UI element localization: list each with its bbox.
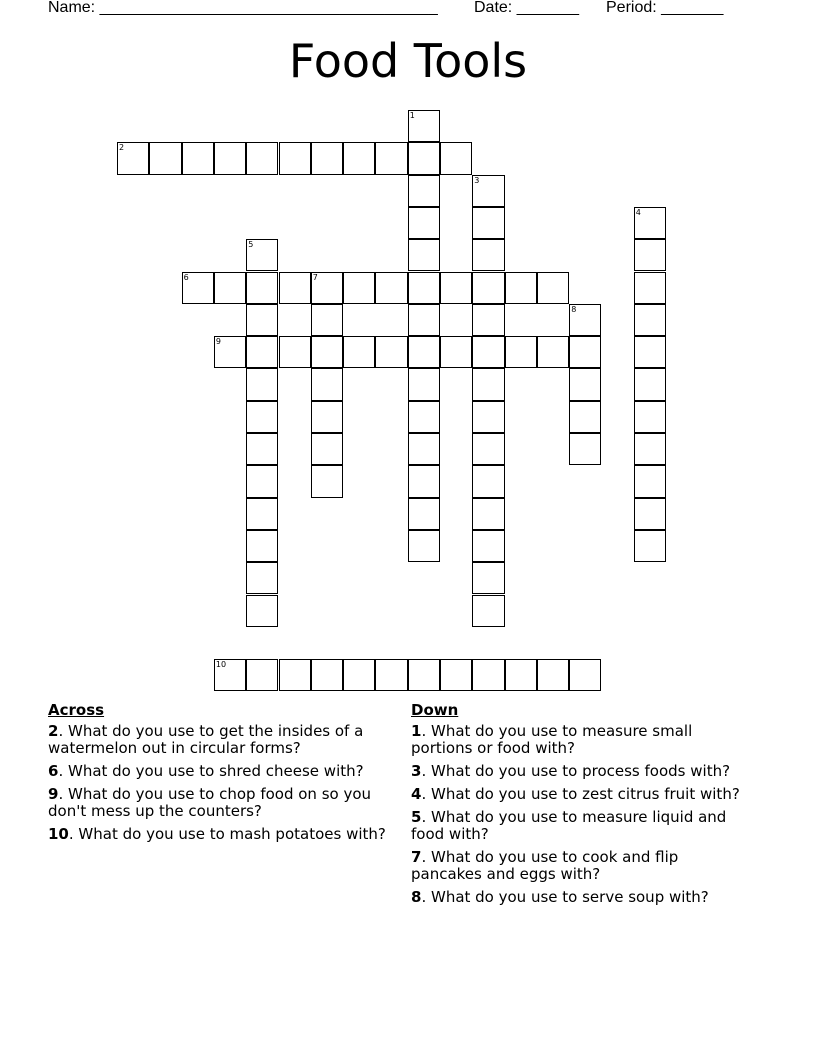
clue-number: 6 [48, 762, 59, 780]
grid-cell[interactable] [311, 465, 343, 497]
grid-cell[interactable] [569, 401, 601, 433]
grid-cell[interactable] [505, 272, 537, 304]
across-clues [48, 702, 388, 849]
grid-cell[interactable] [634, 368, 666, 400]
grid-cell[interactable] [408, 368, 440, 400]
grid-cell[interactable] [634, 401, 666, 433]
grid-cell[interactable] [343, 272, 375, 304]
grid-cell[interactable] [408, 110, 440, 142]
grid-cell[interactable] [505, 336, 537, 368]
grid-cell[interactable] [408, 498, 440, 530]
down-clue: 5. What do you use to measure liquid and food with? [411, 808, 727, 843]
clue-number: 10 [215, 660, 227, 670]
grid-cell[interactable] [472, 433, 504, 465]
grid-cell[interactable] [279, 142, 311, 174]
grid-cell[interactable] [311, 401, 343, 433]
down-clue: 4. What do you use to zest citrus fruit with? [411, 785, 740, 803]
grid-cell[interactable] [472, 659, 504, 691]
clue-number: 7 [312, 272, 318, 282]
grid-cell[interactable] [214, 659, 246, 691]
clue-number: 2 [48, 722, 59, 740]
grid-cell[interactable] [472, 336, 504, 368]
grid-cell[interactable] [472, 239, 504, 271]
clue-text: What do you use to serve soup with? [430, 888, 709, 906]
clue-number: 4 [635, 207, 641, 217]
grid-cell[interactable] [408, 401, 440, 433]
grid-cell[interactable] [343, 336, 375, 368]
grid-cell[interactable] [634, 207, 666, 239]
clue-number: 9 [215, 337, 221, 347]
clue-number: 5 [411, 808, 422, 826]
grid-cell[interactable] [408, 142, 440, 174]
grid-cell[interactable] [408, 304, 440, 336]
across-heading: Across [48, 701, 105, 719]
clue-number: 8 [571, 304, 577, 314]
grid-cell[interactable] [440, 336, 472, 368]
grid-cell[interactable] [408, 175, 440, 207]
grid-cell[interactable] [505, 659, 537, 691]
grid-cell[interactable] [246, 595, 278, 627]
clue-text: What do you use to measure liquid and food with? [411, 808, 727, 843]
grid-cell[interactable] [472, 207, 504, 239]
grid-cell[interactable] [311, 272, 343, 304]
down-heading: Down [411, 701, 459, 719]
grid-cell[interactable] [440, 272, 472, 304]
clue-number: 6 [183, 272, 189, 282]
grid-cell[interactable] [246, 304, 278, 336]
grid-cell[interactable] [634, 530, 666, 562]
clue-text: What do you use to cook and flip pancakes and eggs with? [411, 848, 679, 883]
clue-text: What do you use to get the insides of a watermelon out in circular forms? [48, 722, 364, 757]
grid-cell[interactable] [182, 142, 214, 174]
grid-cell[interactable] [246, 498, 278, 530]
grid-cell[interactable] [634, 465, 666, 497]
grid-cell[interactable] [214, 272, 246, 304]
grid-cell[interactable] [408, 272, 440, 304]
grid-cell[interactable] [408, 433, 440, 465]
grid-cell[interactable] [311, 433, 343, 465]
grid-cell[interactable] [634, 239, 666, 271]
clue-number: 9 [48, 785, 59, 803]
clue-text: What do you use to process foods with? [430, 762, 731, 780]
clue-number: 3 [474, 175, 480, 185]
grid-cell[interactable] [311, 336, 343, 368]
grid-cell[interactable] [279, 336, 311, 368]
grid-cell[interactable] [569, 304, 601, 336]
clue-number: 3 [411, 762, 422, 780]
clue-text: What do you use to chop food on so you don't mess up the counters? [48, 785, 372, 820]
grid-cell[interactable] [408, 207, 440, 239]
grid-cell[interactable] [246, 142, 278, 174]
clue-text: What do you use to zest citrus fruit with? [430, 785, 740, 803]
grid-cell[interactable] [246, 368, 278, 400]
grid-cell[interactable] [408, 659, 440, 691]
grid-cell[interactable] [375, 142, 407, 174]
down-clue: 8. What do you use to serve soup with? [411, 888, 709, 906]
clue-text: What do you use to shred cheese with? [67, 762, 364, 780]
clue-number: 4 [411, 785, 422, 803]
grid-cell[interactable] [634, 498, 666, 530]
grid-cell[interactable] [246, 465, 278, 497]
grid-cell[interactable] [569, 336, 601, 368]
grid-cell[interactable] [311, 368, 343, 400]
clue-number: 1 [409, 111, 415, 120]
grid-cell[interactable] [117, 142, 149, 174]
clue-number: 7 [411, 848, 422, 866]
grid-cell[interactable] [214, 336, 246, 368]
page-title: Food Tools [288, 34, 528, 88]
grid-cell[interactable] [537, 659, 569, 691]
clue-number: 2 [119, 143, 125, 153]
grid-cell[interactable] [311, 659, 343, 691]
down-clue: 1. What do you use to measure small portions or food with? [411, 722, 693, 757]
grid-cell[interactable] [472, 272, 504, 304]
grid-cell[interactable] [472, 304, 504, 336]
grid-cell[interactable] [246, 239, 278, 271]
grid-cell[interactable] [246, 272, 278, 304]
grid-cell[interactable] [246, 433, 278, 465]
grid-cell[interactable] [634, 433, 666, 465]
period-field[interactable]: Period: _______ [606, 0, 724, 16]
grid-cell[interactable] [214, 142, 246, 174]
grid-cell[interactable] [246, 530, 278, 562]
grid-cell[interactable] [537, 336, 569, 368]
grid-cell[interactable] [634, 336, 666, 368]
grid-cell[interactable] [279, 659, 311, 691]
clue-text: What do you use to mash potatoes with? [78, 825, 386, 843]
down-clues [411, 702, 751, 912]
grid-cell[interactable] [375, 272, 407, 304]
grid-cell[interactable] [343, 142, 375, 174]
down-clue: 7. What do you use to cook and flip pancakes and eggs with? [411, 848, 679, 883]
clue-number: 8 [411, 888, 422, 906]
grid-cell[interactable] [472, 562, 504, 594]
worksheet-header [0, 0, 816, 22]
across-clue: 10. What do you use to mash potatoes with? [48, 825, 386, 843]
grid-cell[interactable] [472, 530, 504, 562]
grid-cell[interactable] [246, 659, 278, 691]
clue-number: 5 [248, 240, 254, 250]
grid-cell[interactable] [472, 595, 504, 627]
grid-cell[interactable] [537, 272, 569, 304]
across-clue: 2. What do you use to get the insides of a watermelon out in circular forms? [48, 722, 364, 757]
grid-cell[interactable] [375, 336, 407, 368]
grid-cell[interactable] [472, 401, 504, 433]
grid-cell[interactable] [246, 562, 278, 594]
grid-cell[interactable] [569, 659, 601, 691]
grid-cell[interactable] [634, 304, 666, 336]
grid-cell[interactable] [440, 142, 472, 174]
down-clue: 3. What do you use to process foods with? [411, 762, 731, 780]
grid-cell[interactable] [408, 336, 440, 368]
clue-number: 10 [48, 825, 69, 843]
grid-cell[interactable] [246, 401, 278, 433]
grid-cell[interactable] [343, 659, 375, 691]
grid-cell[interactable] [472, 465, 504, 497]
grid-cell[interactable] [569, 368, 601, 400]
grid-cell[interactable] [375, 659, 407, 691]
clue-text: What do you use to measure small portions or food with? [411, 722, 693, 757]
grid-cell[interactable] [279, 272, 311, 304]
grid-cell[interactable] [182, 272, 214, 304]
date-field[interactable]: Date: _______ [474, 0, 579, 16]
grid-cell[interactable] [634, 272, 666, 304]
grid-cell[interactable] [440, 659, 472, 691]
across-clue: 9. What do you use to chop food on so you don't mess up the counters? [48, 785, 372, 820]
name-field[interactable]: Name: ______________________________________ [48, 0, 438, 16]
grid-cell[interactable] [408, 465, 440, 497]
grid-cell[interactable] [408, 530, 440, 562]
grid-cell[interactable] [311, 142, 343, 174]
grid-cell[interactable] [569, 433, 601, 465]
clue-number: 1 [411, 722, 422, 740]
grid-cell[interactable] [472, 175, 504, 207]
grid-cell[interactable] [246, 336, 278, 368]
grid-cell[interactable] [311, 304, 343, 336]
grid-cell[interactable] [472, 368, 504, 400]
grid-cell[interactable] [408, 239, 440, 271]
grid-cell[interactable] [472, 498, 504, 530]
grid-cell[interactable] [149, 142, 181, 174]
across-clue: 6. What do you use to shred cheese with? [48, 762, 364, 780]
